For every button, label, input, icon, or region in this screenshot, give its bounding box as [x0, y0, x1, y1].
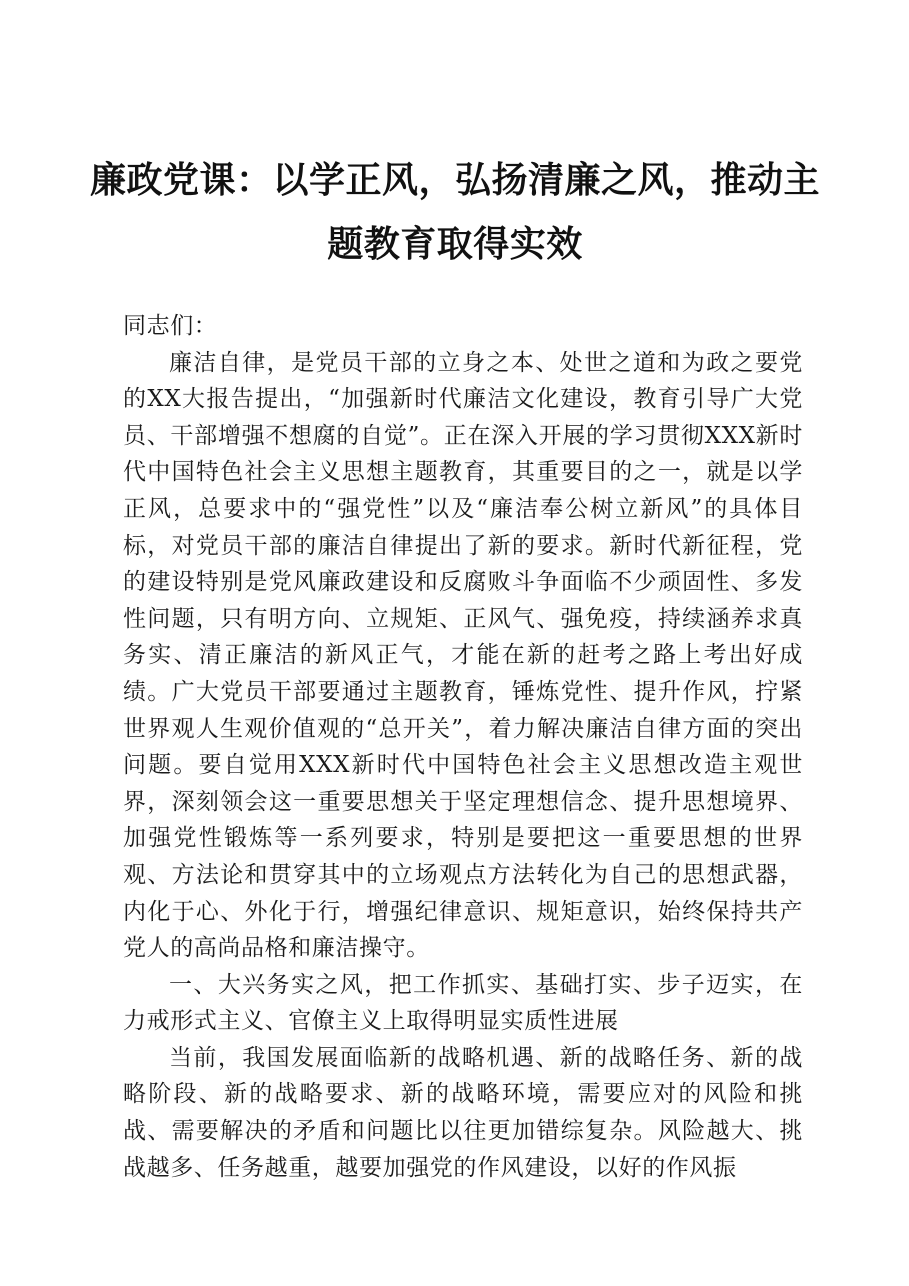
paragraph-1: 廉洁自律，是党员干部的立身之本、处世之道和为政之要党的XX大报告提出，“加强新时代廉洁文化建设，教育引导广大党员、干部增强不想腐的自觉”。正在深入开展的学习贯彻XXX新时代中国特色社会主义思想主题教育，其重要目的之一，就是以学正风，总要求中的“强党性”以及“廉洁奉公树立新风”的具体目标，对党员干部的廉洁自律提出了新的要求。新时代新征程，党的建设特别是党风廉政建设和反腐败斗争面临不少顽固性、多发性问题，只有明方向、立规矩、正风气、强免疫，持续涵养求真务实、清正廉洁的新风正气，才能在新的赶考之路上考出好成绩。广大党员干部要通过主题教育，锤炼党性、提升作风，拧紧世界观人生观价值观的“总开关”，着力解决廉洁自律方面的突出问题。要自觉用XXX新时代中国特色社会主义思想改造主观世界，深刻领会这一重要思想关于坚定理想信念、提升思想境界、加强党性锻炼等一系列要求，特别是要把这一重要思想的世界观、方法论和贯穿其中的立场观点方法转化为自己的思想武器，内化于心、外化于行，增强纪律意识、规矩意识，始终保持共产党人的高尚品格和廉洁操守。: [123, 349, 803, 962]
salutation: 同志们：: [123, 313, 218, 339]
document-title: 廉政党课：以学正风，弘扬清廉之风，推动主题教育取得实效: [89, 159, 820, 265]
section-heading-1: 一、大兴务实之风，把工作抓实、基础打实、步子迈实，在力戒形式主义、官僚主义上取得明显实质性进展: [123, 971, 803, 1035]
document-body: [123, 308, 803, 1186]
paragraph-2: 当前，我国发展面临新的战略机遇、新的战略任务、新的战略阶段、新的战略要求、新的战略环境，需要应对的风险和挑战、需要解决的矛盾和问题比以往更加错综复杂。风险越大、挑战越多、任务越重，越要加强党的作风建设，以好的作风振: [123, 1044, 803, 1181]
